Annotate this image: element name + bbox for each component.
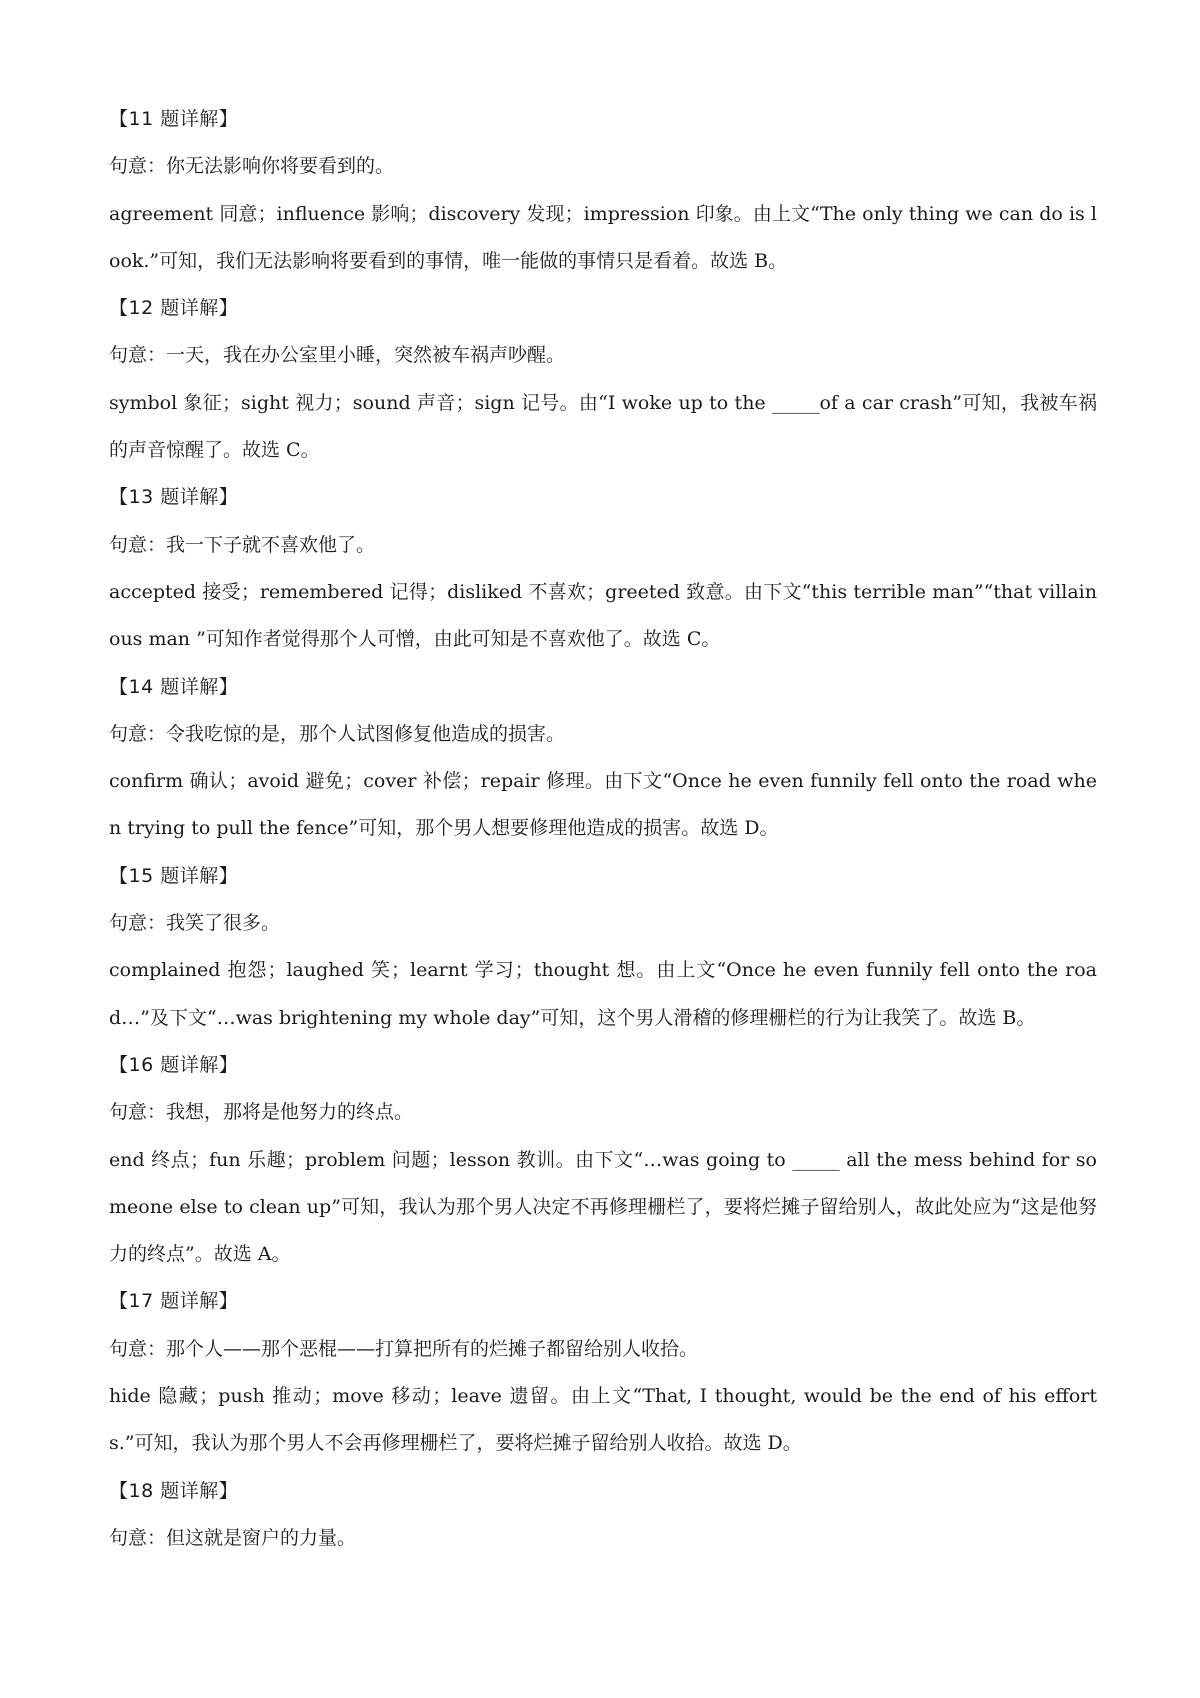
- section-16: [109, 1042, 1097, 1278]
- section-heading: 【18 题详解】: [109, 1479, 239, 1502]
- sentence-meaning: 句意：但这就是窗户的力量。: [109, 1526, 357, 1549]
- section-15: [109, 853, 1097, 1042]
- explanation-paragraph: complained 抱怨；laughed 笑；learnt 学习；thought 想。由上文“Once he even funnily fell onto the road…”及下文“…was brightening my whole day”可知，这个男人滑稽的修理栅栏的行为让我笑了。故选 B。: [109, 959, 1097, 1029]
- section-heading: 【12 题详解】: [109, 297, 239, 320]
- section-13: [109, 474, 1097, 663]
- section-heading: 【16 题详解】: [109, 1053, 239, 1076]
- explanation-paragraph: end 终点；fun 乐趣；problem 问题；lesson 教训。由下文“…was going to _____ all the mess behind for someone else to clean up”可知，我认为那个男人决定不再修理栅栏了，要将烂摊子留给别人，故此处应为“这是他努力的终点”。故选 A。: [109, 1148, 1097, 1266]
- section-heading: 【13 题详解】: [109, 486, 239, 509]
- section-heading: 【14 题详解】: [109, 675, 239, 698]
- section-12: [109, 285, 1097, 474]
- sentence-meaning: 句意：那个人——那个恶棍——打算把所有的烂摊子都留给别人收拾。: [109, 1337, 699, 1360]
- sentence-meaning: 句意：一天，我在办公室里小睡，突然被车祸声吵醒。: [109, 344, 566, 367]
- explanation-paragraph: confirm 确认；avoid 避免；cover 补偿；repair 修理。由下文“Once he even funnily fell onto the road when trying to pull the fence”可知，那个男人想要修理他造成的损害。故选 D。: [109, 770, 1097, 840]
- section-heading: 【15 题详解】: [109, 864, 239, 887]
- sentence-meaning: 句意：令我吃惊的是，那个人试图修复他造成的损害。: [109, 722, 566, 745]
- section-18: [109, 1468, 1097, 1563]
- section-heading: 【17 题详解】: [109, 1290, 239, 1313]
- explanation-paragraph: agreement 同意；influence 影响；discovery 发现；impression 印象。由上文“The only thing we can do is look.”可知，我们无法影响将要看到的事情，唯一能做的事情只是看着。故选 B。: [109, 202, 1097, 272]
- sentence-meaning: 句意：我想，那将是他努力的终点。: [109, 1101, 414, 1124]
- sentence-meaning: 句意：我笑了很多。: [109, 912, 281, 935]
- sentence-meaning: 句意：你无法影响你将要看到的。: [109, 155, 395, 178]
- section-17: [109, 1278, 1097, 1467]
- section-heading: 【11 题详解】: [109, 108, 239, 130]
- explanation-paragraph: accepted 接受；remembered 记得；disliked 不喜欢；greeted 致意。由下文“this terrible man”“that villainous man ”可知作者觉得那个人可憎，由此可知是不喜欢他了。故选 C。: [109, 580, 1097, 651]
- document-body: [109, 96, 1097, 1562]
- sentence-meaning: 句意：我一下子就不喜欢他了。: [109, 533, 376, 556]
- section-11: [109, 96, 1097, 285]
- explanation-paragraph: hide 隐藏；push 推动；move 移动；leave 遗留。由上文“That, I thought, would be the end of his efforts.”可知，我认为那个男人不会再修理栅栏了，要将烂摊子留给别人收拾。故选 D。: [109, 1385, 1097, 1455]
- explanation-paragraph: symbol 象征；sight 视力；sound 声音；sign 记号。由“I woke up to the _____of a car crash”可知，我被车祸的声音惊醒了。故选 C。: [109, 391, 1097, 462]
- section-14: [109, 664, 1097, 853]
